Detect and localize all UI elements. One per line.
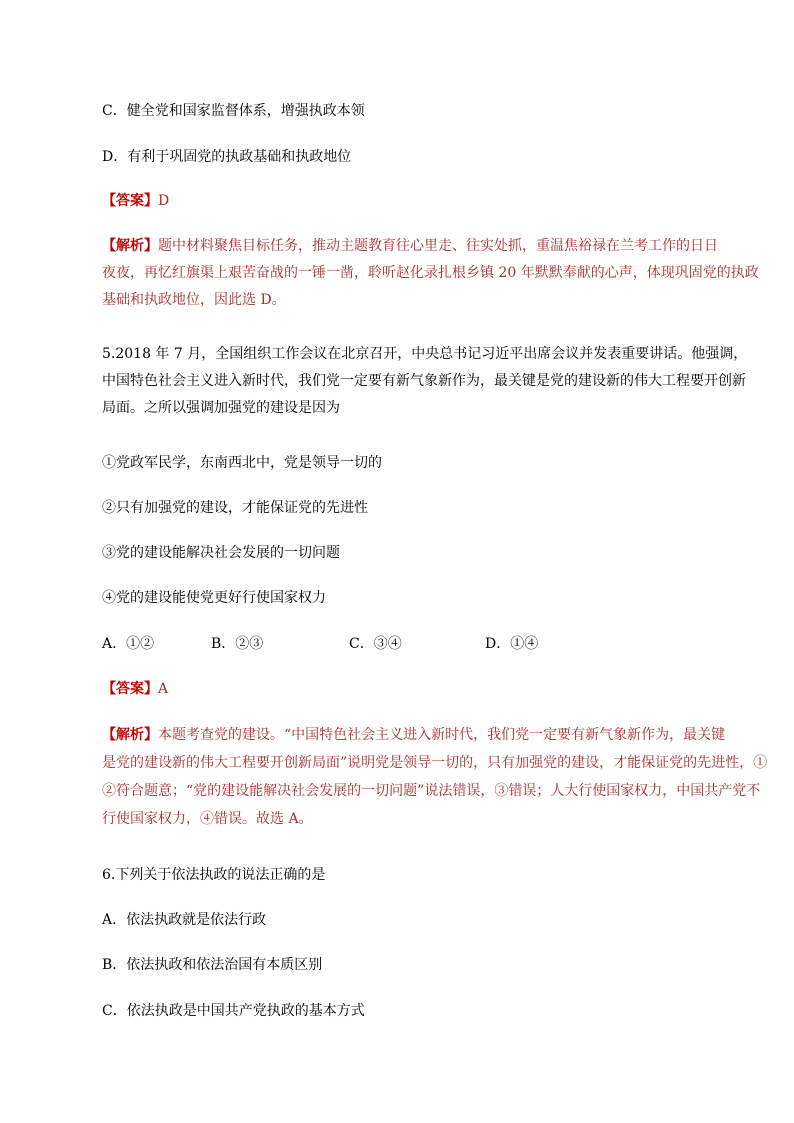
analysis-line: 是党的建设新的伟大工程要开创新局面”说明党是领导一切的，只有加强党的建设，才能保证党的先进性，① [102, 755, 768, 771]
answer-label: 【答案】 [102, 681, 158, 697]
q5-statement-4: ④党的建设能使党更好行使国家权力 [102, 590, 326, 606]
q6-stem: 6.下列关于依法执政的说法正确的是 [102, 867, 326, 883]
q5-statement-3: ③党的建设能解决社会发展的一切问题 [102, 545, 340, 561]
analysis-line: 行使国家权力，④错误。故选 A。 [102, 811, 313, 827]
analysis-line: 基础和执政地位，因此选 D。 [102, 292, 286, 308]
q5-answer [102, 679, 168, 699]
q5-choice-c: C．③④ [349, 636, 402, 652]
q6-option-b: B．依法执政和依法治国有本质区别 [102, 957, 323, 973]
q4-answer [102, 191, 169, 211]
analysis-line: 夜夜，再忆红旗渠上艰苦奋战的一锤一凿，聆听赵化录扎根乡镇 20 年默默奉献的心声，体现巩固党的执政 [102, 265, 759, 281]
answer-value: D [158, 193, 170, 209]
answer-label: 【答案】 [102, 193, 158, 209]
stem-line: 局面。之所以强调加强党的建设是因为 [102, 400, 340, 416]
q6-option-c: C．依法执政是中国共产党执政的基本方式 [102, 1003, 365, 1019]
q5-stem [102, 344, 748, 418]
analysis-line: ②符合题意；“党的建设能解决社会发展的一切问题”说法错误，③错误；人大行使国家权力，中国共产党不 [102, 783, 761, 799]
analysis-label: 【解析】 [102, 238, 158, 254]
analysis-label: 【解析】 [102, 727, 158, 743]
q6-option-a: A．依法执政就是依法行政 [102, 912, 267, 928]
analysis-line: 题中材料聚焦目标任务，推动主题教育往心里走、往实处抓，重温焦裕禄在兰考工作的日日 [158, 238, 718, 254]
q5-analysis [102, 725, 768, 829]
q5-statement-2: ②只有加强党的建设，才能保证党的先进性 [102, 500, 368, 516]
q4-analysis [102, 236, 759, 310]
stem-line: 5.2018 年 7 月，全国组织工作会议在北京召开，中央总书记习近平出席会议并发表重要讲话。他强调， [102, 346, 748, 362]
analysis-line: 本题考查党的建设。“中国特色社会主义进入新时代，我们党一定要有新气象新作为，最关键 [158, 727, 726, 743]
q4-option-d: D．有利于巩固党的执政基础和执政地位 [102, 149, 352, 165]
answer-value: A [158, 681, 169, 697]
stem-line: 中国特色社会主义进入新时代，我们党一定要有新气象新作为，最关键是党的建设新的伟大工程要开创新 [102, 373, 746, 389]
q5-statement-1: ①党政军民学，东南西北中，党是领导一切的 [102, 455, 382, 471]
q4-option-c: C．健全党和国家监督体系，增强执政本领 [102, 103, 365, 119]
q5-choice-a: A．①② [102, 636, 155, 652]
q5-choice-d: D．①④ [485, 636, 539, 652]
q5-choice-b: B．②③ [211, 636, 264, 652]
